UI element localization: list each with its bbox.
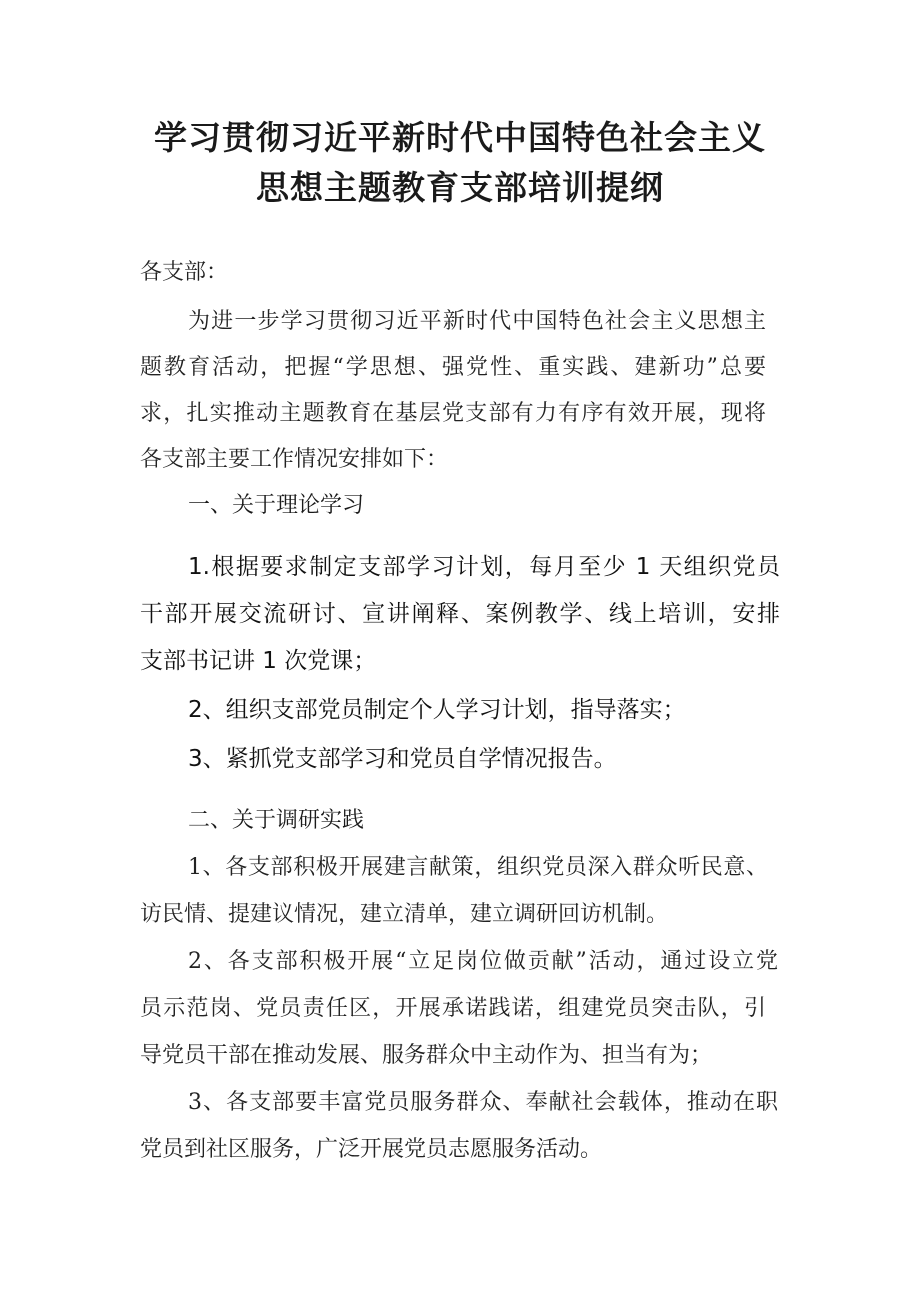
intro-line-1: 为进一步学习贯彻习近平新时代中国特色社会主义思想主 — [188, 309, 766, 334]
doc-title-line-1: 学习贯彻习近平新时代中国特色社会主义 — [154, 118, 766, 157]
section-1-item-2: 2、组织支部党员制定个人学习计划，指导落实； — [188, 697, 686, 723]
section-2-item-3-line-1: 3、各支部要丰富党员服务群众、奉献社会载体，推动在职 — [188, 1090, 778, 1115]
section-2-item-2-line-2: 员示范岗、党员责任区，开展承诺践诺，组建党员突击队，引 — [140, 996, 766, 1021]
section-2-item-2-line-3: 导党员干部在推动发展、服务群众中主动作为、担当有为； — [140, 1043, 713, 1068]
section-2-item-1-line-1: 1、各支部积极开展建言献策，组织党员深入群众听民意、 — [188, 855, 768, 880]
section-2-heading: 二、关于调研实践 — [188, 808, 365, 833]
intro-line-4: 各支部主要工作情况安排如下： — [140, 447, 449, 472]
section-1-item-1-line-2: 干部开展交流研讨、宣讲阐释、案例教学、线上培训，安排 — [140, 601, 780, 627]
section-1-heading: 一、关于理论学习 — [188, 493, 365, 518]
intro-line-3: 求，扎实推动主题教育在基层党支部有力有序有效开展，现将 — [140, 401, 766, 426]
section-1-item-1-line-3: 支部书记讲 1 次党课； — [140, 648, 377, 674]
section-2-item-2-line-1: 2、各支部积极开展“立足岗位做贡献”活动，通过设立党 — [188, 949, 778, 974]
doc-title-line-2: 思想主题教育支部培训提纲 — [256, 168, 664, 207]
intro-line-2: 题教育活动，把握“学思想、强党性、重实践、建新功”总要 — [140, 355, 766, 380]
section-1-item-3: 3、紧抓党支部学习和党员自学情况报告。 — [188, 746, 617, 772]
section-1-item-1-line-1: 1.根据要求制定支部学习计划，每月至少 1 天组织党员 — [188, 554, 780, 580]
section-2-item-1-line-2: 访民情、提建议情况，建立清单，建立调研回访机制。 — [140, 902, 669, 927]
salutation: 各支部： — [140, 260, 229, 285]
section-2-item-3-line-2: 党员到社区服务，广泛开展党员志愿服务活动。 — [140, 1137, 603, 1162]
